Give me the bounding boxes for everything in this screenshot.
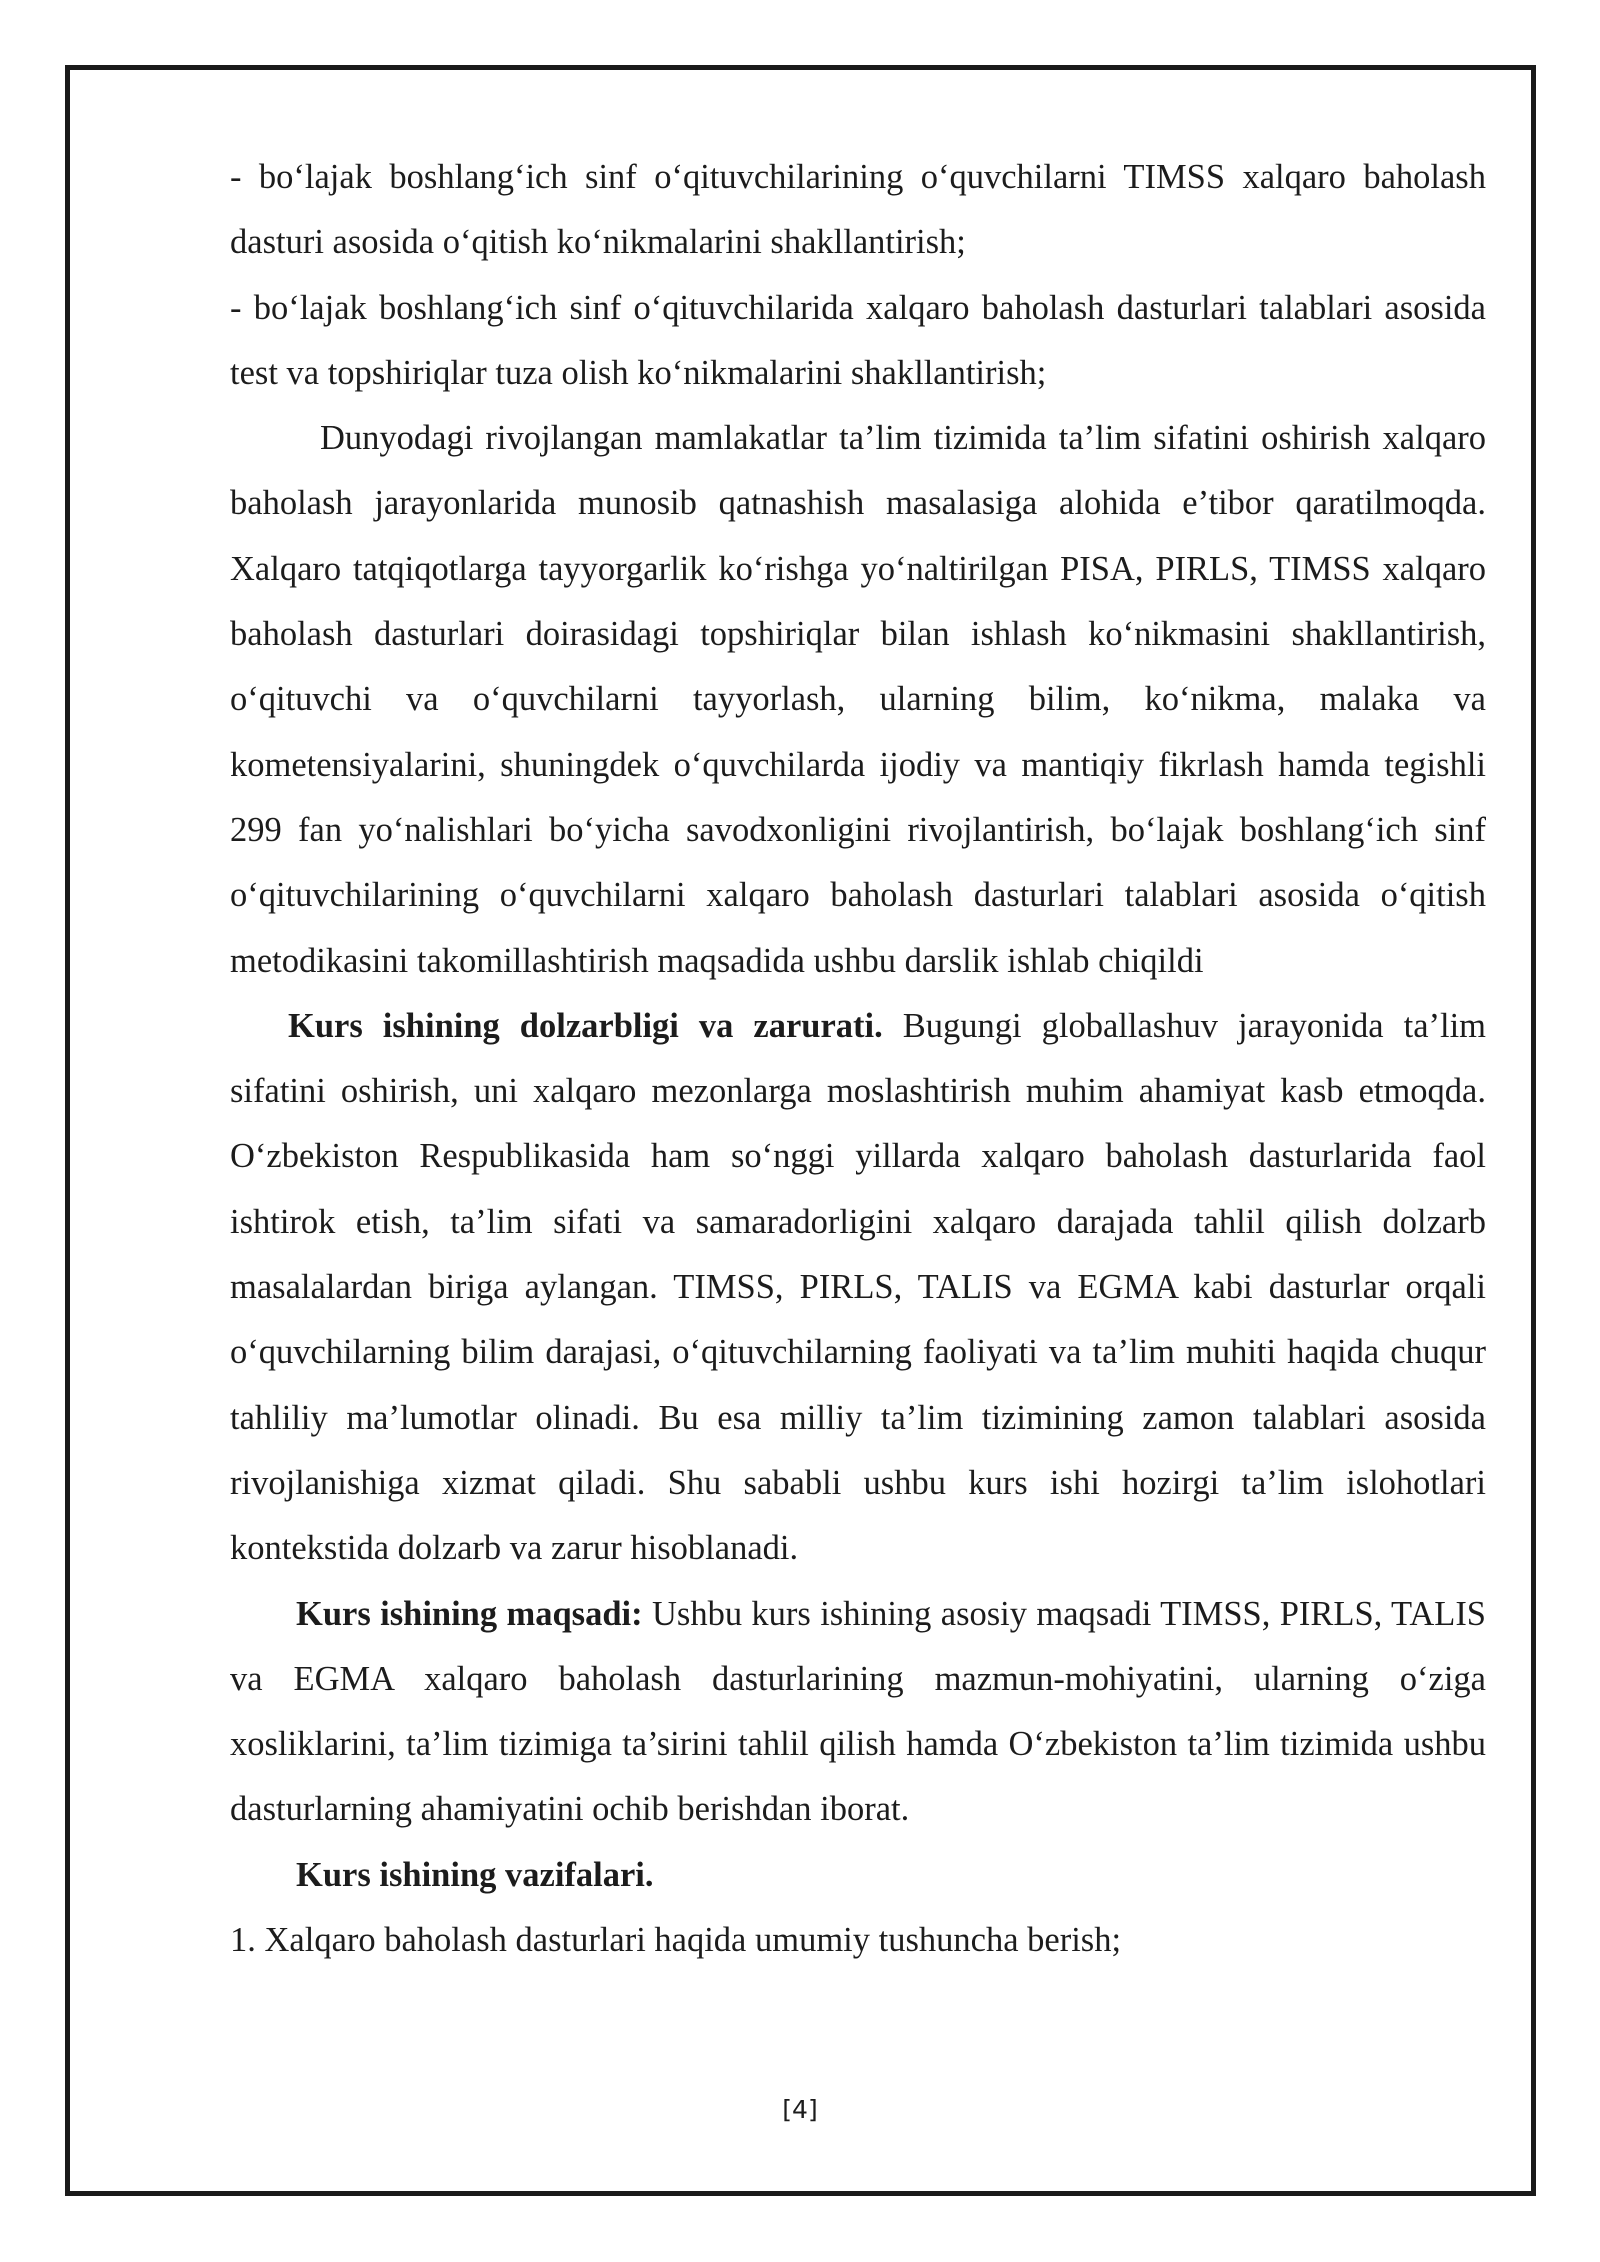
page-number: [4] — [782, 2095, 818, 2124]
relevance-heading: Kurs ishining dolzarbligi va zarurati. — [288, 1006, 883, 1045]
document-body — [230, 145, 1486, 1973]
goal-heading: Kurs ishining maqsadi: — [296, 1594, 643, 1633]
task-item: 1. Xalqaro baholash dasturlari haqida umumiy tushuncha berish; — [230, 1921, 1122, 1960]
goal-body: Ushbu kurs ishining asosiy maqsadi TIMSS, PIRLS, TALIS va EGMA xalqaro baholash dasturlarining mazmun-mohiyatini, ularning o‘ziga xosliklarini, ta’lim tizimiga ta’sirini tahlil qilish hamda O‘zbekiston ta’lim tizimida ushbu dasturlarning ahamiyatini ochib berishdan iborat. — [230, 1594, 1486, 1829]
bullet-item: - bo‘lajak boshlang‘ich sinf o‘qituvchilarining o‘quvchilarni TIMSS xalqaro baholash dasturi asosida o‘qitish ko‘nikmalarini shakllantirish; — [230, 158, 1486, 262]
relevance-paragraph — [230, 994, 1486, 1582]
tasks-heading-paragraph — [230, 1843, 1486, 1908]
tasks-heading: Kurs ishining vazifalari. — [296, 1855, 654, 1894]
bullet-item: - bo‘lajak boshlang‘ich sinf o‘qituvchilarida xalqaro baholash dasturlari talablari asosida test va topshiriqlar tuza olish ko‘nikmalarini shakllantirish; — [230, 288, 1486, 392]
goal-paragraph — [230, 1582, 1486, 1843]
relevance-body: Bugungi globallashuv jarayonida ta’lim sifatini oshirish, uni xalqaro mezonlarga moslashtirish muhim ahamiyat kasb etmoqda. O‘zbekiston Respublikasida ham so‘nggi yillarda xalqaro baholash dasturlarida faol ishtirok etish, ta’lim sifati va samaradorligini xalqaro darajada tahlil qilish dolzarb masalalardan biriga aylangan. TIMSS, PIRLS, TALIS va EGMA kabi dasturlar orqali o‘quvchilarning bilim darajasi, o‘qituvchilarning faoliyati va ta’lim muhiti haqida chuqur tahliliy ma’lumotlar olinadi. Bu esa milliy ta’lim tizimining zamon talablari asosida rivojlanishiga xizmat qiladi. Shu sababli ushbu kurs ishi hozirgi ta’lim islohotlari kontekstida dolzarb va zarur hisoblanadi. — [230, 1006, 1486, 1568]
intro-paragraph: Dunyodagi rivojlangan mamlakatlar ta’lim tizimida ta’lim sifatini oshirish xalqaro baholash jarayonlarida munosib qatnashish masalasiga alohida e’tibor qaratilmoqda. Xalqaro tatqiqotlarga tayyorgarlik ko‘rishga yo‘naltirilgan PISA, PIRLS, TIMSS xalqaro baholash dasturlari doirasidagi topshiriqlar bilan ishlash ko‘nikmasini shakllantirish, o‘qituvchi va o‘quvchilarni tayyorlash, ularning bilim, ko‘nikma, malaka va kometensiyalarini, shuningdek o‘quvchilarda ijodiy va mantiqiy fikrlash hamda tegishli 299 fan yo‘nalishlari bo‘yicha savodxonligini rivojlantirish, bo‘lajak boshlang‘ich sinf o‘qituvchilarining o‘quvchilarni xalqaro baholash dasturlari talablari asosida o‘qitish metodikasini takomillashtirish maqsadida ushbu darslik ishlab chiqildi — [230, 419, 1486, 980]
